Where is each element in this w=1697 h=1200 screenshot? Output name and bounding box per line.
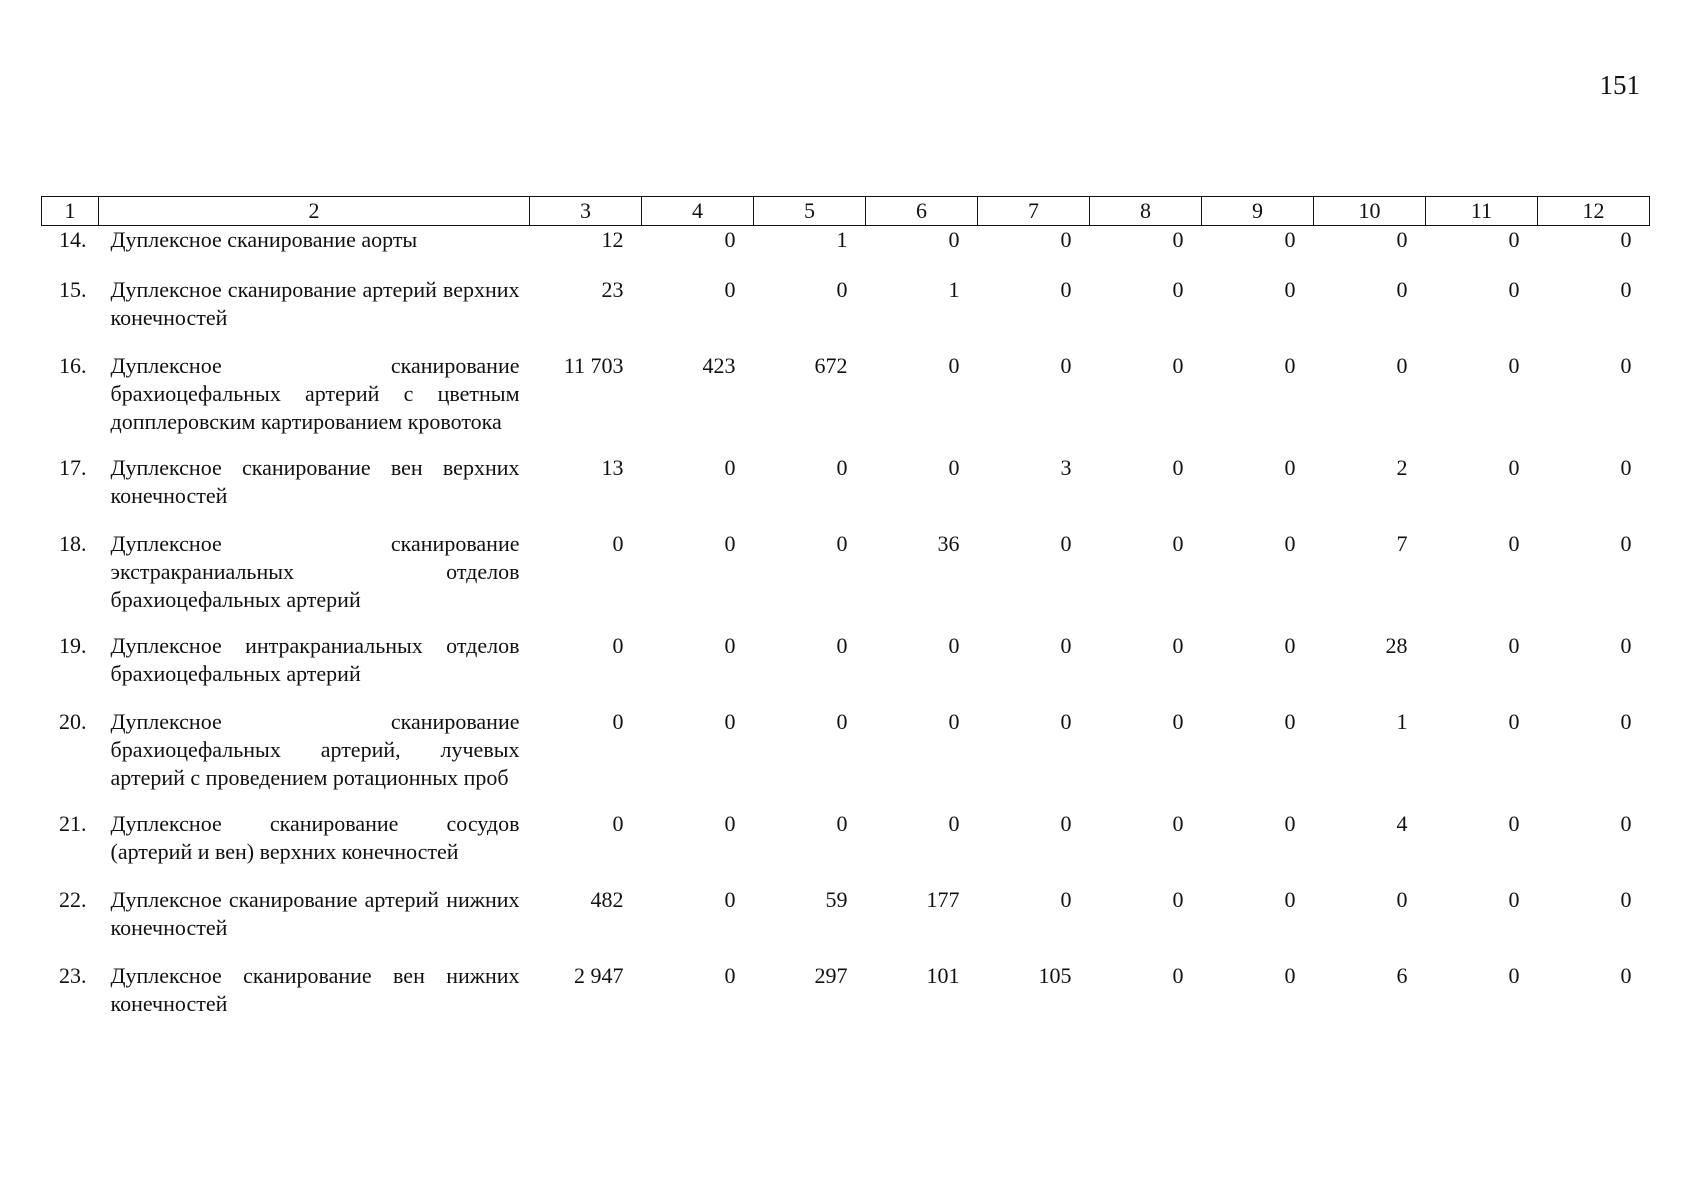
value-col-6: 1 <box>948 277 960 302</box>
table-row <box>42 810 1650 886</box>
value-col-8: 0 <box>1172 709 1184 734</box>
row-number: 19. <box>59 633 87 658</box>
value-col-12: 0 <box>1620 887 1632 912</box>
procedure-name: Дуплексное сканирование вен нижних конечностей <box>110 963 520 1016</box>
value-col-8: 0 <box>1172 633 1184 658</box>
table-row <box>42 352 1650 454</box>
value-col-7: 0 <box>1060 811 1072 836</box>
column-header-6: 6 <box>866 197 978 226</box>
row-number: 20. <box>59 709 87 734</box>
value-col-5: 0 <box>836 531 848 556</box>
value-col-3: 0 <box>612 811 624 836</box>
value-col-3: 482 <box>590 887 624 912</box>
row-number: 17. <box>59 455 87 480</box>
value-col-9: 0 <box>1284 277 1296 302</box>
value-col-4: 0 <box>724 709 736 734</box>
table-row <box>42 632 1650 708</box>
table-row <box>42 454 1650 530</box>
value-col-8: 0 <box>1172 227 1184 252</box>
value-col-12: 0 <box>1620 633 1632 658</box>
column-header-5: 5 <box>754 197 866 226</box>
value-col-7: 0 <box>1060 277 1072 302</box>
value-col-4: 0 <box>724 811 736 836</box>
value-col-11: 0 <box>1508 709 1520 734</box>
value-col-9: 0 <box>1284 633 1296 658</box>
value-col-7: 0 <box>1060 531 1072 556</box>
column-header-2: 2 <box>99 197 530 226</box>
table-row <box>42 530 1650 632</box>
header-row <box>42 197 1650 226</box>
value-col-9: 0 <box>1284 811 1296 836</box>
procedure-name: Дуплексное сканирование сосудов (артерий и вен) верхних конечностей <box>110 811 520 864</box>
column-header-1: 1 <box>42 197 99 226</box>
value-col-3: 0 <box>612 531 624 556</box>
value-col-6: 0 <box>948 227 960 252</box>
value-col-5: 0 <box>836 811 848 836</box>
value-col-5: 0 <box>836 633 848 658</box>
column-header-12: 12 <box>1538 197 1650 226</box>
value-col-10: 28 <box>1385 633 1408 658</box>
value-col-12: 0 <box>1620 531 1632 556</box>
value-col-11: 0 <box>1508 353 1520 378</box>
value-col-7: 0 <box>1060 353 1072 378</box>
row-number: 16. <box>59 353 87 378</box>
value-col-5: 1 <box>836 227 848 252</box>
value-col-7: 105 <box>1038 963 1072 988</box>
value-col-9: 0 <box>1284 455 1296 480</box>
value-col-12: 0 <box>1620 811 1632 836</box>
value-col-4: 0 <box>724 963 736 988</box>
value-col-12: 0 <box>1620 277 1632 302</box>
value-col-11: 0 <box>1508 963 1520 988</box>
value-col-7: 0 <box>1060 709 1072 734</box>
procedure-name: Дуплексное сканирование брахиоцефальных артерий с цветным допплеровским картированием кровотока <box>110 353 520 434</box>
value-col-12: 0 <box>1620 353 1632 378</box>
row-number: 21. <box>59 811 87 836</box>
column-header-11: 11 <box>1426 197 1538 226</box>
value-col-3: 0 <box>612 633 624 658</box>
value-col-6: 0 <box>948 709 960 734</box>
column-header-3: 3 <box>530 197 642 226</box>
value-col-3: 13 <box>601 455 624 480</box>
row-number: 23. <box>59 963 87 988</box>
value-col-4: 0 <box>724 887 736 912</box>
table-row <box>42 226 1650 277</box>
value-col-4: 0 <box>724 455 736 480</box>
value-col-11: 0 <box>1508 455 1520 480</box>
column-header-4: 4 <box>642 197 754 226</box>
value-col-6: 36 <box>937 531 960 556</box>
procedure-name: Дуплексное сканирование артерий нижних конечностей <box>110 887 520 940</box>
value-col-10: 7 <box>1396 531 1408 556</box>
value-col-6: 0 <box>948 811 960 836</box>
table-row <box>42 886 1650 962</box>
value-col-6: 177 <box>926 887 960 912</box>
value-col-8: 0 <box>1172 887 1184 912</box>
procedure-name: Дуплексное сканирование вен верхних конечностей <box>110 455 520 508</box>
value-col-9: 0 <box>1284 709 1296 734</box>
page-number: 151 <box>1599 70 1640 100</box>
table-row <box>42 276 1650 352</box>
value-col-9: 0 <box>1284 353 1296 378</box>
procedure-name: Дуплексное интракраниальных отделов брахиоцефальных артерий <box>110 633 520 686</box>
table-body <box>42 226 1650 1043</box>
value-col-11: 0 <box>1508 531 1520 556</box>
value-col-10: 2 <box>1396 455 1408 480</box>
value-col-4: 0 <box>724 633 736 658</box>
value-col-3: 23 <box>601 277 624 302</box>
value-col-5: 0 <box>836 277 848 302</box>
procedure-name: Дуплексное сканирование экстракраниальных отделов брахиоцефальных артерий <box>110 531 520 612</box>
value-col-3: 11 703 <box>563 353 624 378</box>
value-col-8: 0 <box>1172 353 1184 378</box>
value-col-8: 0 <box>1172 455 1184 480</box>
procedure-name: Дуплексное сканирование брахиоцефальных артерий, лучевых артерий с проведением ротационных проб <box>110 709 520 790</box>
column-header-7: 7 <box>978 197 1090 226</box>
column-header-8: 8 <box>1090 197 1202 226</box>
value-col-6: 101 <box>926 963 960 988</box>
column-header-10: 10 <box>1314 197 1426 226</box>
value-col-8: 0 <box>1172 811 1184 836</box>
value-col-6: 0 <box>948 455 960 480</box>
value-col-9: 0 <box>1284 531 1296 556</box>
row-number: 18. <box>59 531 87 556</box>
value-col-9: 0 <box>1284 963 1296 988</box>
value-col-7: 0 <box>1060 633 1072 658</box>
value-col-5: 297 <box>814 963 848 988</box>
row-number: 15. <box>59 277 87 302</box>
value-col-7: 3 <box>1060 455 1072 480</box>
table-row <box>42 708 1650 810</box>
value-col-10: 0 <box>1396 353 1408 378</box>
value-col-4: 0 <box>724 227 736 252</box>
value-col-10: 1 <box>1396 709 1408 734</box>
column-header-9: 9 <box>1202 197 1314 226</box>
value-col-9: 0 <box>1284 887 1296 912</box>
value-col-10: 0 <box>1396 887 1408 912</box>
value-col-12: 0 <box>1620 963 1632 988</box>
row-number: 22. <box>59 887 87 912</box>
value-col-9: 0 <box>1284 227 1296 252</box>
value-col-4: 0 <box>724 531 736 556</box>
value-col-8: 0 <box>1172 963 1184 988</box>
value-col-12: 0 <box>1620 455 1632 480</box>
value-col-5: 59 <box>825 887 848 912</box>
value-col-4: 423 <box>702 353 736 378</box>
value-col-10: 4 <box>1396 811 1408 836</box>
value-col-7: 0 <box>1060 887 1072 912</box>
value-col-8: 0 <box>1172 277 1184 302</box>
table-header <box>42 197 1650 226</box>
value-col-11: 0 <box>1508 887 1520 912</box>
value-col-5: 0 <box>836 709 848 734</box>
value-col-4: 0 <box>724 277 736 302</box>
value-col-10: 0 <box>1396 277 1408 302</box>
value-col-5: 0 <box>836 455 848 480</box>
value-col-3: 2 947 <box>574 963 624 988</box>
value-col-7: 0 <box>1060 227 1072 252</box>
value-col-12: 0 <box>1620 709 1632 734</box>
value-col-11: 0 <box>1508 227 1520 252</box>
value-col-6: 0 <box>948 633 960 658</box>
value-col-3: 12 <box>601 227 624 252</box>
value-col-5: 672 <box>814 353 848 378</box>
procedure-name: Дуплексное сканирование артерий верхних конечностей <box>110 277 520 330</box>
value-col-10: 6 <box>1396 963 1408 988</box>
row-number: 14. <box>59 227 87 252</box>
value-col-11: 0 <box>1508 277 1520 302</box>
value-col-8: 0 <box>1172 531 1184 556</box>
table-row <box>42 962 1650 1042</box>
value-col-12: 0 <box>1620 227 1632 252</box>
data-table <box>41 196 1650 1042</box>
value-col-10: 0 <box>1396 227 1408 252</box>
procedure-name: Дуплексное сканирование аорты <box>110 227 418 252</box>
value-col-11: 0 <box>1508 811 1520 836</box>
value-col-6: 0 <box>948 353 960 378</box>
value-col-11: 0 <box>1508 633 1520 658</box>
value-col-3: 0 <box>612 709 624 734</box>
